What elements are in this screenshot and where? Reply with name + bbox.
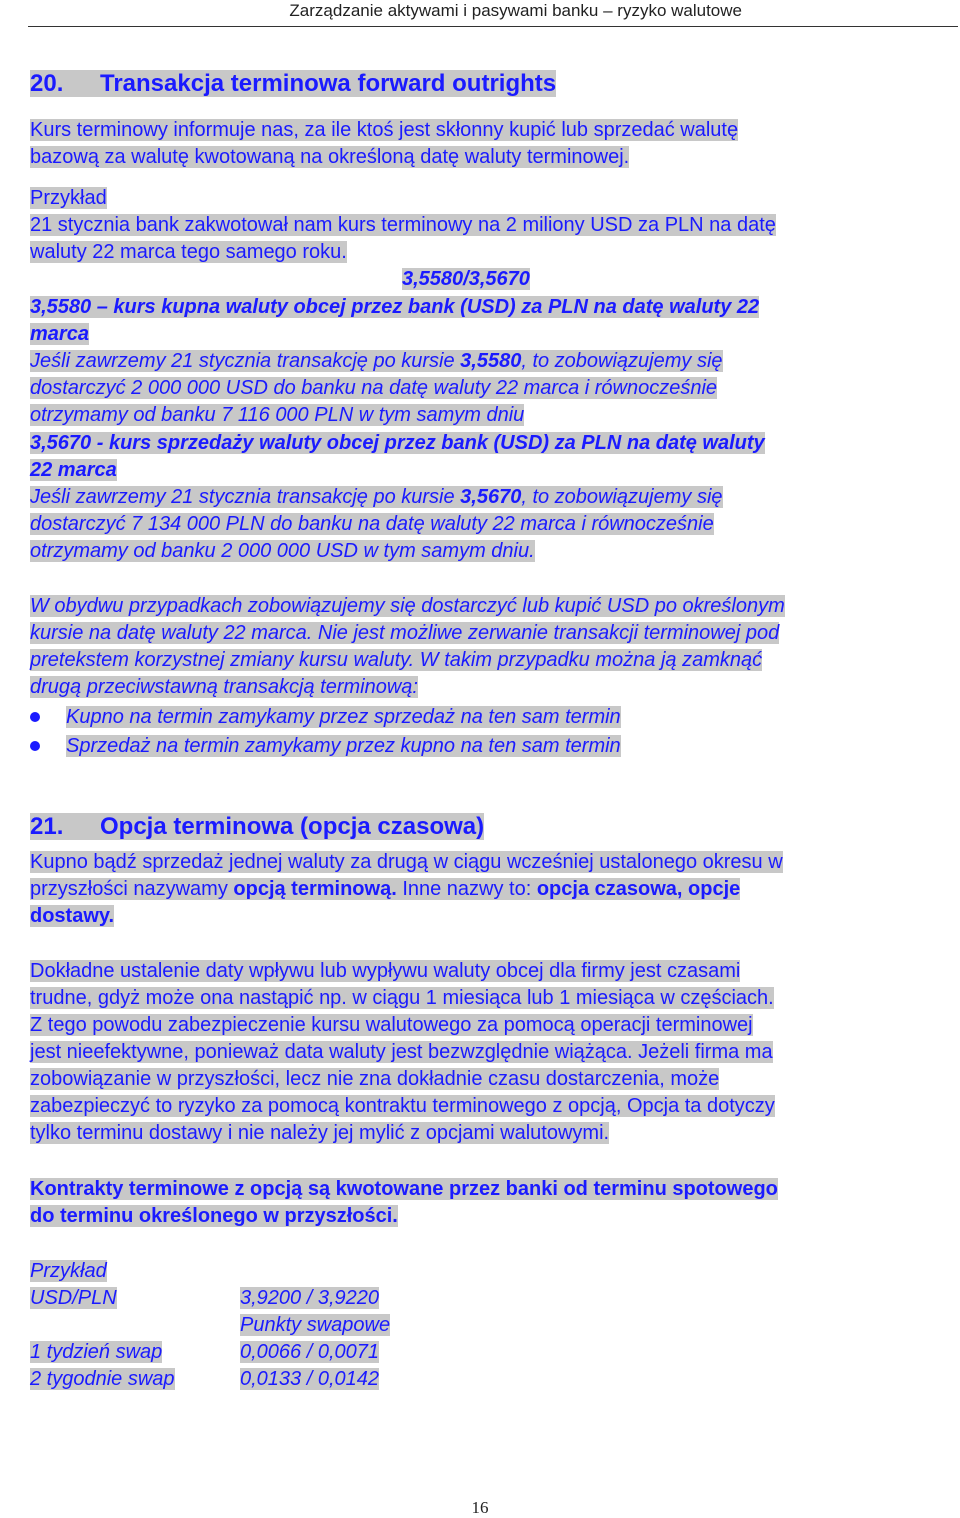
p2-line-2: trudne, gdyż może ona nastąpić np. w ciągu 1 miesiąca lub 1 miesiąca w częściach. — [30, 987, 774, 1009]
page-header — [0, 0, 960, 28]
p2-line-4: jest nieefektywne, ponieważ data waluty jest bezwzględnie wiążąca. Jeżeli firma ma — [30, 1041, 773, 1063]
buy-text-line-1: Jeśli zawrzemy 21 stycznia transakcję po kursie 3,5580, to zobowiązujemy się — [30, 350, 723, 372]
sell-title-line-1: 3,5670 - kurs sprzedaży waluty obcej przez bank (USD) za PLN na datę waluty — [30, 432, 765, 454]
buy-text-line-2: dostarczyć 2 000 000 USD do banku na datę waluty 22 marca i równocześnie — [30, 377, 718, 399]
sell-text-line-3: otrzymamy od banku 2 000 000 USD w tym samym dniu. — [30, 540, 535, 562]
p2-line-6: zabezpieczyć to ryzyko za pomocą kontraktu terminowego z opcją, Opcja ta dotyczy — [30, 1095, 775, 1117]
swap-header: Punkty swapowe — [240, 1314, 391, 1336]
page-number: 16 — [471, 1498, 489, 1517]
summary-line-2: kursie na datę waluty 22 marca. Nie jest możliwe zerwanie transakcji terminowej pod — [30, 622, 780, 644]
summary-line-1: W obydwu przypadkach zobowiązujemy się dostarczyć lub kupić USD po określonym — [30, 595, 785, 617]
p2-line-3: Z tego powodu zabezpieczenie kursu walutowego za pomocą operacji terminowej — [30, 1014, 753, 1036]
section-20-heading — [30, 68, 556, 100]
buy-text-line-3: otrzymamy od banku 7 116 000 PLN w tym samym dniu — [30, 404, 525, 426]
pair-label: USD/PLN — [30, 1287, 117, 1309]
section-20-title: Transakcja terminowa forward outrights — [100, 70, 557, 97]
header-title: Zarządzanie aktywami i pasywami banku – ryzyko walutowe — [289, 1, 742, 20]
p1-line-2: przyszłości nazywamy opcją terminową. Inne nazwy to: opcja czasowa, opcje — [30, 878, 741, 900]
p1-line-3: dostawy. — [30, 905, 115, 927]
section-21-number: 21. — [30, 813, 64, 840]
example-label: Przykład — [30, 187, 107, 209]
section-21-title: Opcja terminowa (opcja czasowa) — [100, 813, 485, 840]
example-line-2: waluty 22 marca tego samego roku. — [30, 241, 347, 263]
pair-value: 3,9200 / 3,9220 — [240, 1287, 380, 1309]
buy-title-line-2: marca — [30, 323, 89, 345]
p2-line-7: tylko terminu dostawy i nie należy jej mylić z opcjami walutowymi. — [30, 1122, 610, 1144]
p3-line-1: Kontrakty terminowe z opcją są kwotowane przez banki od terminu spotowego — [30, 1178, 778, 1200]
swap-row-label: 2 tygodnie swap — [30, 1368, 175, 1390]
p3-line-2: do terminu określonego w przyszłości. — [30, 1205, 398, 1227]
swap-row-label: 1 tydzień swap — [30, 1341, 163, 1363]
section-21-heading — [30, 811, 484, 843]
bullet-item-2: Sprzedaż na termin zamykamy przez kupno na ten sam termin — [66, 735, 621, 757]
intro-line-1: Kurs terminowy informuje nas, za ile ktoś jest skłonny kupić lub sprzedać walutę — [30, 119, 739, 141]
bullet-item-1: Kupno na termin zamykamy przez sprzedaż na ten sam termin — [66, 706, 621, 728]
sell-text-line-2: dostarczyć 7 134 000 PLN do banku na datę waluty 22 marca i równocześnie — [30, 513, 714, 535]
summary-line-3: pretekstem korzystnej zmiany kursu waluty. W takim przypadku można ją zamknąć — [30, 649, 763, 671]
p2-line-5: zobowiązanie w przyszłości, lecz nie zna dokładnie czasu dostarczenia, może — [30, 1068, 720, 1090]
swap-row-value: 0,0133 / 0,0142 — [240, 1368, 380, 1390]
forward-quote: 3,5580/3,5670 — [402, 268, 530, 290]
p1-line-1: Kupno bądź sprzedaż jednej waluty za drugą w ciągu wcześniej ustalonego okresu w — [30, 851, 783, 873]
header-rule — [28, 26, 958, 27]
intro-line-2: bazową za walutę kwotowaną na określoną datę waluty terminowej. — [30, 146, 630, 168]
sell-title-line-2: 22 marca — [30, 459, 117, 481]
swap-row-value: 0,0066 / 0,0071 — [240, 1341, 380, 1363]
sell-text-line-1: Jeśli zawrzemy 21 stycznia transakcję po kursie 3,5670, to zobowiązujemy się — [30, 486, 723, 508]
example2-label: Przykład — [30, 1260, 107, 1282]
summary-line-4: drugą przeciwstawną transakcją terminową: — [30, 676, 418, 698]
buy-title-line-1: 3,5580 – kurs kupna waluty obcej przez bank (USD) za PLN na datę waluty 22 — [30, 296, 760, 318]
bullet-icon — [30, 741, 40, 751]
section-20-number: 20. — [30, 70, 64, 97]
p2-line-1: Dokładne ustalenie daty wpływu lub wypływu waluty obcej dla firmy jest czasami — [30, 960, 741, 982]
example-line-1: 21 stycznia bank zakwotował nam kurs terminowy na 2 miliony USD za PLN na datę — [30, 214, 776, 236]
bullet-icon — [30, 712, 40, 722]
